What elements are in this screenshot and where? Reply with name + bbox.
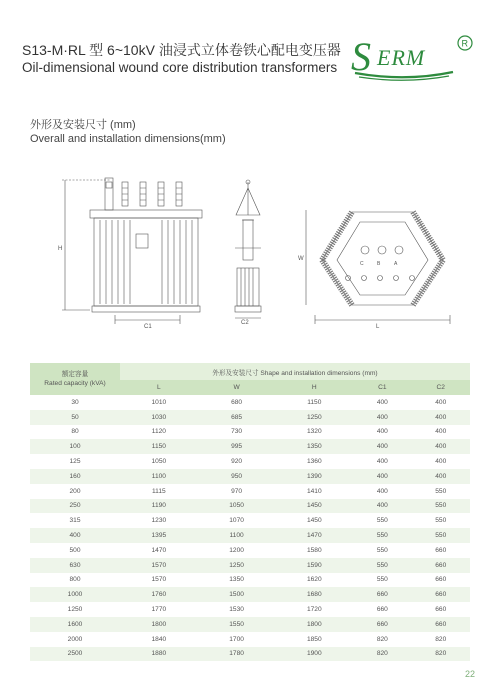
cell-c2: 660 [412, 587, 470, 602]
cell-c2: 820 [412, 632, 470, 647]
side-view-drawing [235, 180, 261, 326]
cell-l: 1570 [120, 573, 198, 588]
cell-w: 1250 [198, 558, 276, 573]
cell-c1: 400 [353, 425, 411, 440]
cell-w: 920 [198, 454, 276, 469]
cell-l: 1880 [120, 647, 198, 662]
cell-capacity: 1250 [30, 602, 120, 617]
cell-h: 1360 [275, 454, 353, 469]
cell-capacity: 315 [30, 513, 120, 528]
section-title [30, 118, 226, 146]
cell-w: 1700 [198, 632, 276, 647]
dim-l: L [376, 324, 380, 330]
table-row [30, 395, 470, 410]
cell-w: 995 [198, 439, 276, 454]
cell-c2: 550 [412, 528, 470, 543]
cell-h: 1620 [275, 573, 353, 588]
cell-capacity: 250 [30, 499, 120, 514]
dim-h-front: H [58, 246, 63, 252]
cell-l: 1570 [120, 558, 198, 573]
cell-w: 1550 [198, 617, 276, 632]
cell-l: 1010 [120, 395, 198, 410]
table-row [30, 439, 470, 454]
cell-w: 950 [198, 469, 276, 484]
dim-c1: C1 [144, 324, 152, 330]
table-row [30, 513, 470, 528]
cell-w: 685 [198, 410, 276, 425]
phase-b: B [377, 261, 381, 267]
cell-c2: 400 [412, 469, 470, 484]
section-title-en: Overall and installation dimensions(mm) [30, 133, 226, 145]
cell-c1: 550 [353, 513, 411, 528]
cell-l: 1760 [120, 587, 198, 602]
cell-c1: 820 [353, 632, 411, 647]
phase-c: C [360, 261, 364, 267]
cell-capacity: 30 [30, 395, 120, 410]
cell-h: 1320 [275, 425, 353, 440]
cell-c1: 820 [353, 647, 411, 662]
cell-w: 1100 [198, 528, 276, 543]
cell-l: 1100 [120, 469, 198, 484]
table-row [30, 454, 470, 469]
table-row [30, 647, 470, 662]
cell-l: 1470 [120, 543, 198, 558]
rated-capacity-en: Rated capacity (kVA) [44, 380, 106, 387]
cell-c2: 550 [412, 513, 470, 528]
table-body [30, 395, 470, 661]
cell-w: 1780 [198, 647, 276, 662]
cell-capacity: 630 [30, 558, 120, 573]
cell-c1: 550 [353, 573, 411, 588]
cell-c1: 660 [353, 617, 411, 632]
cell-c1: 550 [353, 543, 411, 558]
cell-c2: 550 [412, 484, 470, 499]
cell-c2: 660 [412, 558, 470, 573]
cell-h: 1450 [275, 499, 353, 514]
cell-capacity: 50 [30, 410, 120, 425]
cell-c1: 400 [353, 469, 411, 484]
cell-capacity: 160 [30, 469, 120, 484]
cell-h: 1390 [275, 469, 353, 484]
cell-l: 1120 [120, 425, 198, 440]
table-row [30, 587, 470, 602]
cell-h: 1470 [275, 528, 353, 543]
dim-c2: C2 [241, 320, 249, 326]
phase-a: A [394, 261, 398, 267]
top-view-drawing [298, 210, 450, 330]
cell-h: 1250 [275, 410, 353, 425]
dim-w: W [298, 256, 304, 262]
cell-w: 730 [198, 425, 276, 440]
cell-c1: 400 [353, 395, 411, 410]
cell-capacity: 800 [30, 573, 120, 588]
serm-logo [345, 32, 475, 82]
cell-c1: 400 [353, 439, 411, 454]
table-row [30, 543, 470, 558]
serm-logo-mark [351, 34, 472, 80]
cell-c2: 400 [412, 395, 470, 410]
cell-c2: 660 [412, 543, 470, 558]
cell-c2: 660 [412, 573, 470, 588]
cell-c1: 400 [353, 484, 411, 499]
cell-w: 1350 [198, 573, 276, 588]
cell-l: 1050 [120, 454, 198, 469]
table-row [30, 617, 470, 632]
cell-capacity: 1600 [30, 617, 120, 632]
cell-l: 1150 [120, 439, 198, 454]
cell-capacity: 500 [30, 543, 120, 558]
cell-h: 1850 [275, 632, 353, 647]
cell-w: 680 [198, 395, 276, 410]
cell-c2: 660 [412, 602, 470, 617]
cell-capacity: 400 [30, 528, 120, 543]
col-header-l: L [120, 380, 198, 395]
cell-capacity: 125 [30, 454, 120, 469]
table-row [30, 558, 470, 573]
cell-c1: 400 [353, 499, 411, 514]
cell-l: 1770 [120, 602, 198, 617]
logo-rest: ERM [377, 45, 426, 70]
cell-h: 1590 [275, 558, 353, 573]
cell-w: 1070 [198, 513, 276, 528]
cell-h: 1410 [275, 484, 353, 499]
table-row [30, 484, 470, 499]
cell-capacity: 2500 [30, 647, 120, 662]
table-row [30, 602, 470, 617]
dimension-drawings [30, 160, 470, 340]
registered-mark: R [461, 38, 468, 49]
cell-capacity: 200 [30, 484, 120, 499]
cell-capacity: 80 [30, 425, 120, 440]
col-header-c1: C1 [353, 380, 411, 395]
cell-c1: 400 [353, 410, 411, 425]
rated-capacity-cn: 额定容量 [61, 371, 89, 378]
col-header-c2: C2 [412, 380, 470, 395]
table-row [30, 425, 470, 440]
col-header-w: W [198, 380, 276, 395]
title-chinese: S13-M·RL 型 6~10kV 油浸式立体卷铁心配电变压器 [22, 42, 341, 58]
cell-h: 1900 [275, 647, 353, 662]
logo-s: S [351, 34, 371, 79]
page-number: 22 [464, 669, 475, 679]
cell-c1: 400 [353, 454, 411, 469]
cell-h: 1350 [275, 439, 353, 454]
cell-c1: 660 [353, 602, 411, 617]
cell-h: 1450 [275, 513, 353, 528]
cell-c2: 400 [412, 410, 470, 425]
cell-w: 1200 [198, 543, 276, 558]
cell-c2: 400 [412, 454, 470, 469]
cell-w: 1050 [198, 499, 276, 514]
rated-capacity-header [30, 363, 120, 395]
dimensions-group-header: 外形及安装尺寸 Shape and installation dimensions (mm) [120, 363, 470, 380]
table-row [30, 528, 470, 543]
col-header-h: H [275, 380, 353, 395]
cell-c1: 660 [353, 587, 411, 602]
table-row [30, 410, 470, 425]
cell-w: 1500 [198, 587, 276, 602]
front-view-drawing [58, 178, 202, 330]
cell-h: 1720 [275, 602, 353, 617]
cell-capacity: 1000 [30, 587, 120, 602]
cell-capacity: 100 [30, 439, 120, 454]
cell-l: 1840 [120, 632, 198, 647]
cell-l: 1800 [120, 617, 198, 632]
cell-w: 1530 [198, 602, 276, 617]
table-row [30, 469, 470, 484]
table-row [30, 499, 470, 514]
cell-h: 1680 [275, 587, 353, 602]
cell-h: 1580 [275, 543, 353, 558]
cell-h: 1150 [275, 395, 353, 410]
section-title-cn: 外形及安装尺寸 (mm) [30, 119, 136, 131]
title-english: Oil-dimensional wound core distribution transformers [22, 60, 338, 75]
cell-capacity: 2000 [30, 632, 120, 647]
cell-c2: 820 [412, 647, 470, 662]
cell-l: 1190 [120, 499, 198, 514]
cell-h: 1800 [275, 617, 353, 632]
cell-c1: 550 [353, 558, 411, 573]
dimensions-table [30, 363, 470, 661]
cell-l: 1115 [120, 484, 198, 499]
cell-c2: 400 [412, 425, 470, 440]
cell-c2: 550 [412, 499, 470, 514]
table-row [30, 573, 470, 588]
cell-l: 1230 [120, 513, 198, 528]
cell-c1: 550 [353, 528, 411, 543]
cell-c2: 400 [412, 439, 470, 454]
cell-l: 1030 [120, 410, 198, 425]
cell-l: 1395 [120, 528, 198, 543]
table-row [30, 632, 470, 647]
cell-c2: 660 [412, 617, 470, 632]
bushings [122, 182, 182, 206]
cell-w: 970 [198, 484, 276, 499]
